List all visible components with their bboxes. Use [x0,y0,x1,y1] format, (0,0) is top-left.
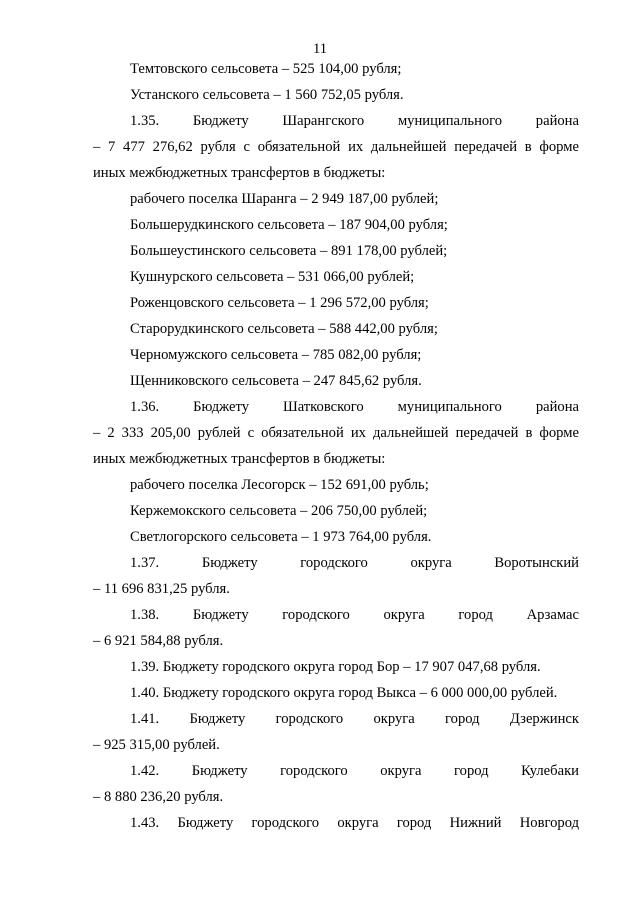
text-line: 1.39. Бюджету городского округа город Бор – 17 907 047,68 рубля. [130,659,541,675]
paragraph-1-35-line-2 [93,134,579,160]
text-line: иных межбюджетных трансфертов в бюджеты: [93,451,386,467]
word: городского [275,711,344,727]
word: округа [383,607,425,623]
word: Шатковского [282,399,364,415]
text-line: Светлогорского сельсовета – 1 973 764,00 рубля. [130,529,432,545]
word: передачей [455,425,519,441]
word: с [243,139,250,155]
text-line: Большерудкинского сельсовета – 187 904,00 рубля; [130,217,448,233]
word: городского [300,555,368,571]
word: 7 [108,139,116,155]
item-number: 1.43. [130,815,160,831]
word: в [525,425,533,441]
word: Бюджету [191,763,248,779]
word: Новгород [519,815,579,831]
word: 2 [107,425,115,441]
text-line: рабочего поселка Шаранга – 2 949 187,00 рублей; [130,191,439,207]
paragraph-1-35-line-1 [93,108,579,134]
item-number: 1.38. [130,607,160,623]
text-line: Черномужского сельсовета – 785 082,00 рубля; [130,347,422,363]
word: в [524,139,532,155]
text-line: Большеустинского сельсовета – 891 178,00 рублей; [130,243,448,259]
text-line: 1.40. Бюджету городского округа город Выкса – 6 000 000,00 рублей. [130,685,558,701]
item-number: 1.37. [130,555,160,571]
word: рубля [200,139,236,155]
word: – [93,425,101,441]
paragraph-1-43-line-1 [93,810,579,836]
word: форме [539,139,579,155]
word: округа [380,763,422,779]
word: 477 [123,139,145,155]
word: Шарангского [282,113,365,129]
word: их [350,425,366,441]
text-line: Кержемокского сельсовета – 206 750,00 рублей; [130,503,428,519]
text-line: Устанского сельсовета – 1 560 752,05 рубля. [130,87,404,103]
word: дальнейшей [370,139,447,155]
text-line: – 925 315,00 рублей. [93,737,220,753]
item-number: 1.42. [130,763,160,779]
text-line: – 8 880 236,20 рубля. [93,789,224,805]
word: района [535,113,579,129]
item-number: 1.41. [130,711,160,727]
page-number: 11 [312,41,328,57]
word: Бюджету [189,711,246,727]
word: обязательной [257,139,341,155]
item-number: 1.35. [130,113,160,129]
paragraph-1-37-line-1 [93,550,579,576]
word: городского [282,607,350,623]
word: Бюджету [177,815,234,831]
word: город [454,763,489,779]
word: Воротынский [494,555,579,571]
word: город [445,711,480,727]
word: их [348,139,364,155]
word: 276,62 [152,139,193,155]
word: муниципального [397,113,503,129]
word: муниципального [397,399,502,415]
text-line: Щенниковского сельсовета – 247 845,62 рубля. [130,373,422,389]
word: Бюджету [201,555,258,571]
text-line: – 11 696 831,25 рубля. [93,581,230,597]
paragraph-1-41-line-1 [93,706,579,732]
item-number: 1.36. [130,399,160,415]
word: Арзамас [526,607,579,623]
word: 205,00 [150,425,191,441]
word: района [535,399,579,415]
word: городского [251,815,320,831]
paragraph-1-36-line-2 [93,420,579,446]
word: Дзержинск [509,711,579,727]
text-line: Роженцовского сельсовета – 1 296 572,00 рубля; [130,295,429,311]
paragraph-1-42-line-1 [93,758,579,784]
word: 333 [121,425,144,441]
word: город [458,607,493,623]
text-line: Кушнурского сельсовета – 531 066,00 рублей; [130,269,415,285]
text-line: Темтовского сельсовета – 525 104,00 рубля; [130,61,402,77]
word: округа [410,555,452,571]
text-line: рабочего поселка Лесогорск – 152 691,00 рубль; [130,477,429,493]
paragraph-1-38-line-1 [93,602,579,628]
word: – [93,139,101,155]
text-line: – 6 921 584,88 рубля. [93,633,224,649]
word: форме [539,425,579,441]
word: Нижний [449,815,502,831]
word: Кулебаки [521,763,579,779]
word: рублей [197,425,241,441]
word: городского [280,763,348,779]
word: округа [337,815,379,831]
word: округа [373,711,415,727]
word: город [396,815,432,831]
word: Бюджету [192,113,249,129]
word: Бюджету [192,607,249,623]
paragraph-1-36-line-1 [93,394,579,420]
word: Бюджету [193,399,249,415]
word: дальнейшей [372,425,449,441]
document-body [93,56,579,836]
text-line: иных межбюджетных трансфертов в бюджеты: [93,165,386,181]
word: обязательной [261,425,344,441]
word: с [247,425,255,441]
word: передачей [454,139,518,155]
text-line: Старорудкинского сельсовета – 588 442,00 рубля; [130,321,438,337]
